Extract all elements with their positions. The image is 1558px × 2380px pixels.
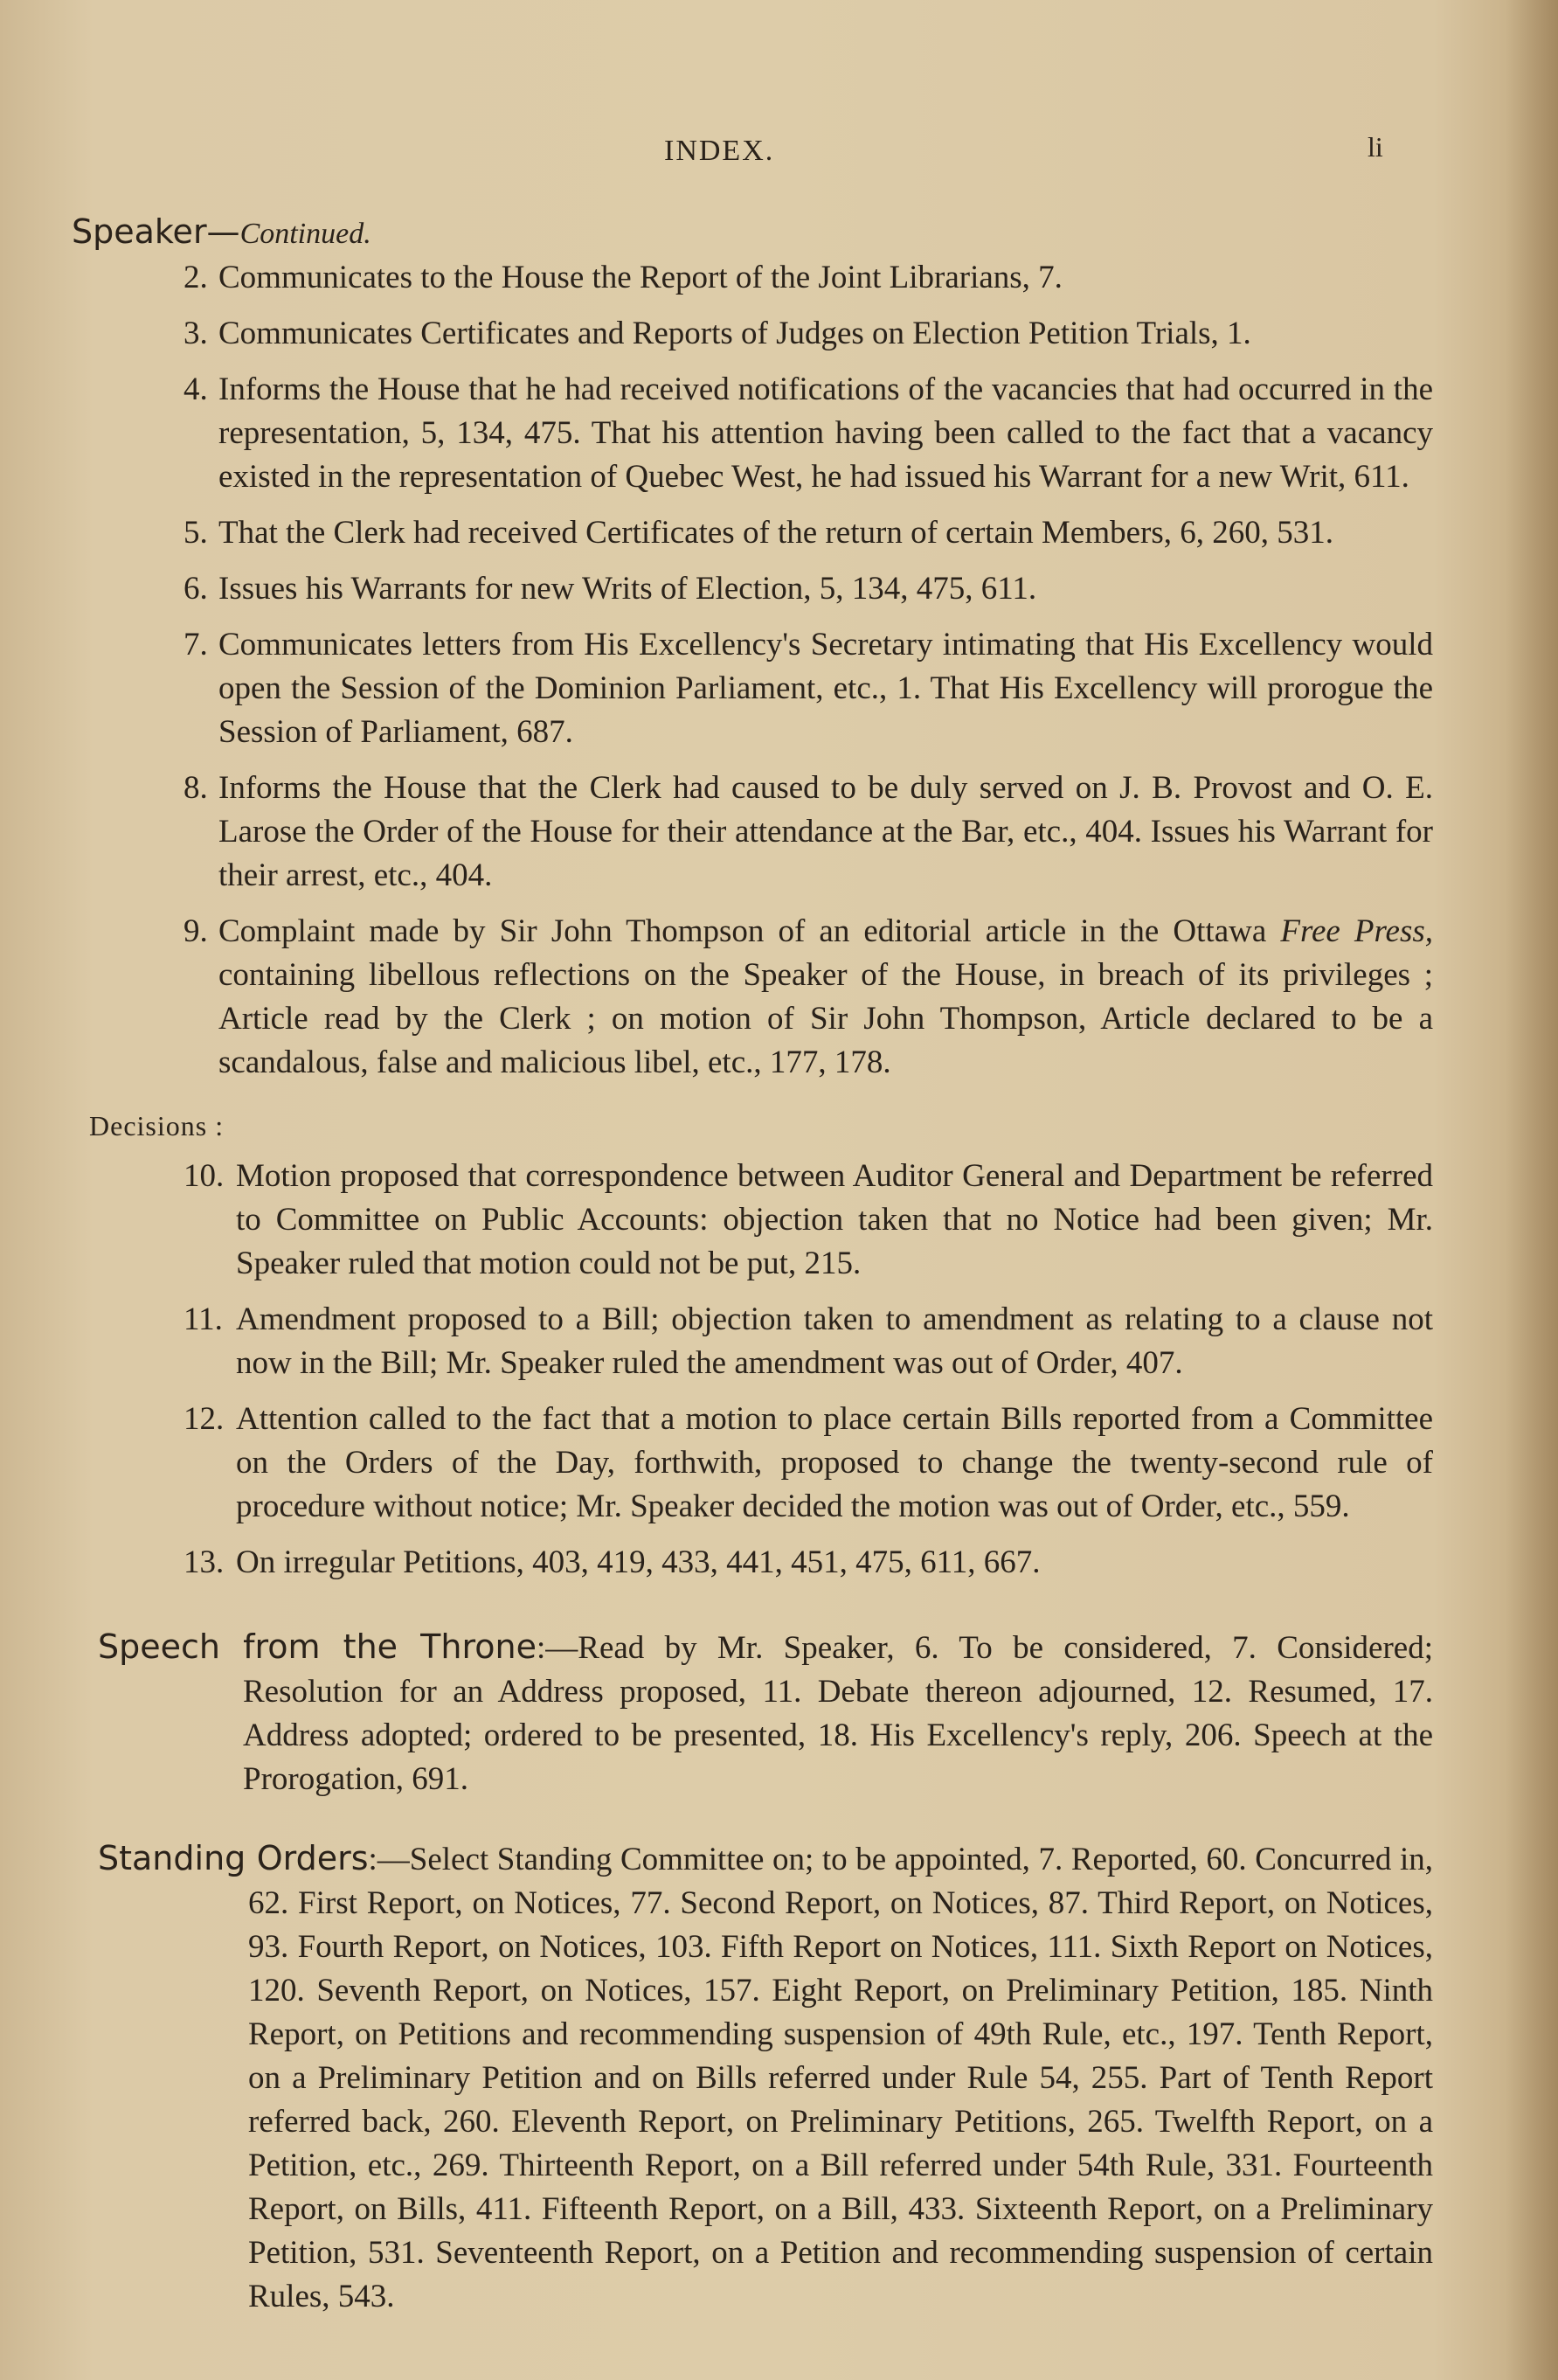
item-number: 10. [183, 1158, 225, 1194]
entry-heading-label: Speech from the Throne [98, 1627, 537, 1666]
list-item [70, 910, 1433, 1085]
list-item [70, 256, 1433, 300]
continued-label: Continued. [239, 218, 371, 250]
list-item [70, 312, 1433, 356]
entry-standing-orders [70, 1836, 1433, 2319]
list-item [70, 767, 1433, 898]
index-content [70, 210, 1433, 2319]
item-text: Communicates Certificates and Reports of Judges on Election Petition Trials, 1. [218, 316, 1251, 351]
item-text: Communicates letters from His Excellency's Secretary intimating that His Excellency would open the Session of the Dominion Parliament, etc., 1. That His Excellency will prorogue the Session of Parliament, 687. [218, 627, 1433, 750]
page-number: li [1368, 131, 1383, 163]
item-text: Issues his Warrants for new Writs of Election, 5, 134, 475, 611. [218, 571, 1037, 607]
entry-text: :—Select Standing Committee on; to be appointed, 7. Reported, 60. Concurred in, 62. First Report, on Notices, 77. Second Report, on Notices, 87. Third Report, on Notices, 93. Fourth Report, on Notices, 103. Fifth Report on Notices, 111. Sixth Report on Notices, 120. Seventh Report, on Notices, 157. Eight Report, on Preliminary Petition, 185. Ninth Report, on Petitions and recommending suspension of 49th Rule, etc., 197. Tenth Report, on a Preliminary Petition and on Bills referred under Rule 54, 255. Part of Tenth Report referred back, 260. Eleventh Report, on Preliminary Petitions, 265. Twelfth Report, on a Petition, etc., 269. Thirteenth Report, on a Bill referred under 54th Rule, 331. Fourteenth Report, on Bills, 411. Fifteenth Report, on a Bill, 433. Sixteenth Report, on a Preliminary Petition, 531. Seventeenth Report, on a Petition and recommending suspension of certain Rules, 543. [248, 1842, 1434, 2314]
decision-item [70, 1155, 1433, 1286]
running-title: INDEX. [664, 135, 775, 167]
decision-item [70, 1398, 1433, 1529]
item-number: 13. [183, 1544, 225, 1580]
item-text: Motion proposed that correspondence between Auditor General and Department be referred to Committee on Public Accounts: objection taken that no Notice had been given; Mr. Speaker ruled that motion could not be put, 215. [236, 1158, 1433, 1281]
running-head [0, 131, 1558, 184]
item-text: Amendment proposed to a Bill; objection taken to amendment as relating to a clause not now in the Bill; Mr. Speaker ruled the amendment was out of Order, 407. [236, 1301, 1433, 1381]
item-number: 12. [183, 1401, 225, 1437]
item-text: Communicates to the House the Report of the Joint Librarians, 7. [218, 260, 1063, 295]
decisions-heading: Decisions : [89, 1110, 225, 1141]
item-number: 5. [183, 515, 208, 551]
item-number: 9. [183, 913, 208, 949]
page-gutter-shadow [1506, 0, 1558, 2380]
decision-item [70, 1541, 1433, 1585]
entry-speech-from-the-throne [70, 1625, 1433, 1801]
entry-text: :—Read by Mr. Speaker, 6. To be considered, 7. Considered; Resolution for an Address proposed, 11. Debate thereon adjourned, 12. Resumed, 17. Address adopted; ordered to be presented, 18. His Excellency's reply, 206. Speech at the Prorogation, 691. [243, 1630, 1433, 1797]
item-text: Complaint made by Sir John Thompson of an editorial article in the Ottawa [218, 913, 1281, 949]
item-text: Attention called to the fact that a motion to place certain Bills reported from a Committee on the Orders of the Day, forthwith, proposed to change the twenty-second rule of procedure without notice; Mr. Speaker decided the motion was out of Order, etc., 559. [236, 1401, 1433, 1524]
entry-heading-label: Speaker— [72, 212, 240, 251]
item-number: 6. [183, 571, 208, 607]
entry-heading-speaker [72, 210, 1433, 256]
item-number: 8. [183, 770, 208, 806]
list-item [70, 368, 1433, 499]
item-text-continued: containing libellous reflections on the Speaker of the House, in breach of its privileges ; Article read by the Clerk ; on motion of Sir John Thompson, Article declared to be a scandalous, false and malicious libel, etc., 177, 178. [218, 957, 1433, 1080]
item-number: 4. [183, 371, 208, 407]
item-number: 7. [183, 627, 208, 663]
newspaper-title: Free Press, [1280, 913, 1433, 949]
decision-item [70, 1298, 1433, 1385]
item-text: Informs the House that the Clerk had caused to be duly served on J. B. Provost and O. E. Larose the Order of the House for their attendance at the Bar, etc., 404. Issues his Warrant for their arrest, etc., 404. [218, 770, 1433, 893]
item-text: On irregular Petitions, 403, 419, 433, 441, 451, 475, 611, 667. [236, 1544, 1041, 1580]
list-item [70, 623, 1433, 754]
item-text: Informs the House that he had received notifications of the vacancies that had occurred in the representation, 5, 134, 475. That his attention having been called to the fact that a vacancy existed in the representation of Quebec West, he had issued his Warrant for a new Writ, 611. [218, 371, 1433, 495]
item-number: 2. [183, 260, 208, 295]
item-number: 11. [183, 1301, 223, 1337]
item-number: 3. [183, 316, 208, 351]
entry-heading-label: Standing Orders [98, 1839, 369, 1877]
item-text: That the Clerk had received Certificates of the return of certain Members, 6, 260, 531. [218, 515, 1334, 551]
list-item [70, 567, 1433, 611]
list-item [70, 511, 1433, 555]
